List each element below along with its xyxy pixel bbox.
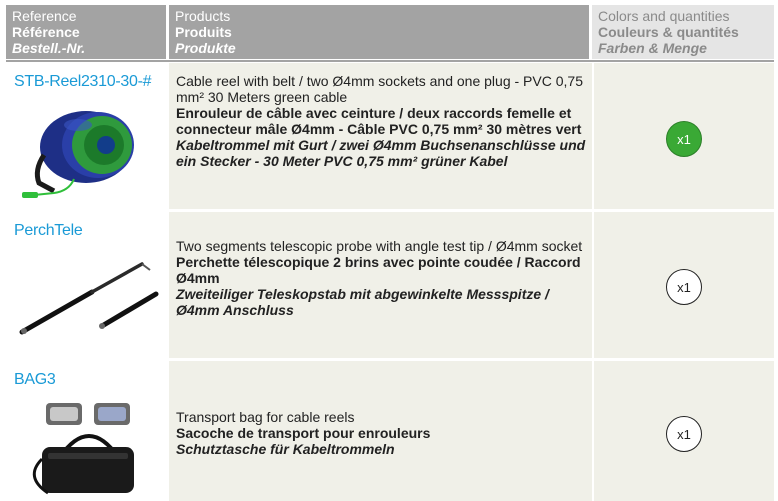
- table-row: [6, 212, 774, 358]
- description-fr: Perchette télescopique 2 brins avec pointe coudée / Raccord Ø4mm: [176, 254, 581, 286]
- product-cell: [169, 63, 592, 209]
- cable-reel-icon: [14, 95, 164, 203]
- telescopic-probe-icon: [14, 252, 164, 344]
- header-colors-de: Farben & Menge: [598, 40, 707, 56]
- header-products: [169, 5, 589, 59]
- description-en: Transport bag for cable reels: [176, 409, 355, 425]
- quantity-cell: [592, 63, 774, 209]
- description-de: Zweiteiliger Teleskopstab mit abgewinkelte Messspitze / Ø4mm Anschluss: [176, 286, 549, 318]
- description-fr: Sacoche de transport pour enrouleurs: [176, 425, 431, 441]
- description-de: Schutztasche für Kabeltrommeln: [176, 441, 395, 457]
- header-divider: [6, 60, 774, 62]
- quantity-badge: x1: [666, 121, 702, 157]
- quantity-cell: [592, 212, 774, 358]
- header-reference-de: Bestell.-Nr.: [12, 40, 86, 56]
- header-colors-en: Colors and quantities: [598, 8, 730, 24]
- reference-cell: [6, 212, 166, 358]
- header-products-fr: Produits: [175, 24, 232, 40]
- description-de: Kabeltrommel mit Gurt / zwei Ø4mm Buchsenanschlüsse und ein Stecker - 30 Meter PVC 0,75 mm² grüner Kabel: [176, 137, 586, 169]
- reference-code: PerchTele: [14, 222, 83, 239]
- description-en: Two segments telescopic probe with angle test tip / Ø4mm socket: [176, 238, 583, 254]
- header-colors-fr: Couleurs & quantités: [598, 24, 739, 40]
- header-products-en: Products: [175, 8, 231, 24]
- product-cell: [169, 212, 592, 358]
- table-row: [6, 63, 774, 209]
- product-description: [176, 409, 586, 457]
- reference-cell: [6, 63, 166, 209]
- reference-code: BAG3: [14, 371, 56, 388]
- header-reference-en: Reference: [12, 8, 77, 24]
- reference-code: STB-Reel2310-30-#: [14, 73, 152, 90]
- quantity-cell: [592, 361, 774, 501]
- header-colors: [592, 5, 774, 59]
- product-description: [176, 73, 586, 169]
- reference-cell: [6, 361, 166, 501]
- description-en: Cable reel with belt / two Ø4mm sockets and one plug - PVC 0,75 mm² 30 Meters green cable: [176, 73, 583, 105]
- product-description: [176, 238, 586, 318]
- header-products-de: Produkte: [175, 40, 236, 56]
- transport-bag-icon: [14, 397, 164, 501]
- header-reference: [6, 5, 166, 59]
- description-fr: Enrouleur de câble avec ceinture / deux raccords femelle et connecteur mâle Ø4mm - Câble PVC 0,75 mm² 30 mètres vert: [176, 105, 582, 137]
- quantity-badge: x1: [666, 269, 702, 305]
- table-row: [6, 361, 774, 501]
- quantity-badge: x1: [666, 416, 702, 452]
- product-cell: [169, 361, 592, 501]
- header-reference-fr: Référence: [12, 24, 80, 40]
